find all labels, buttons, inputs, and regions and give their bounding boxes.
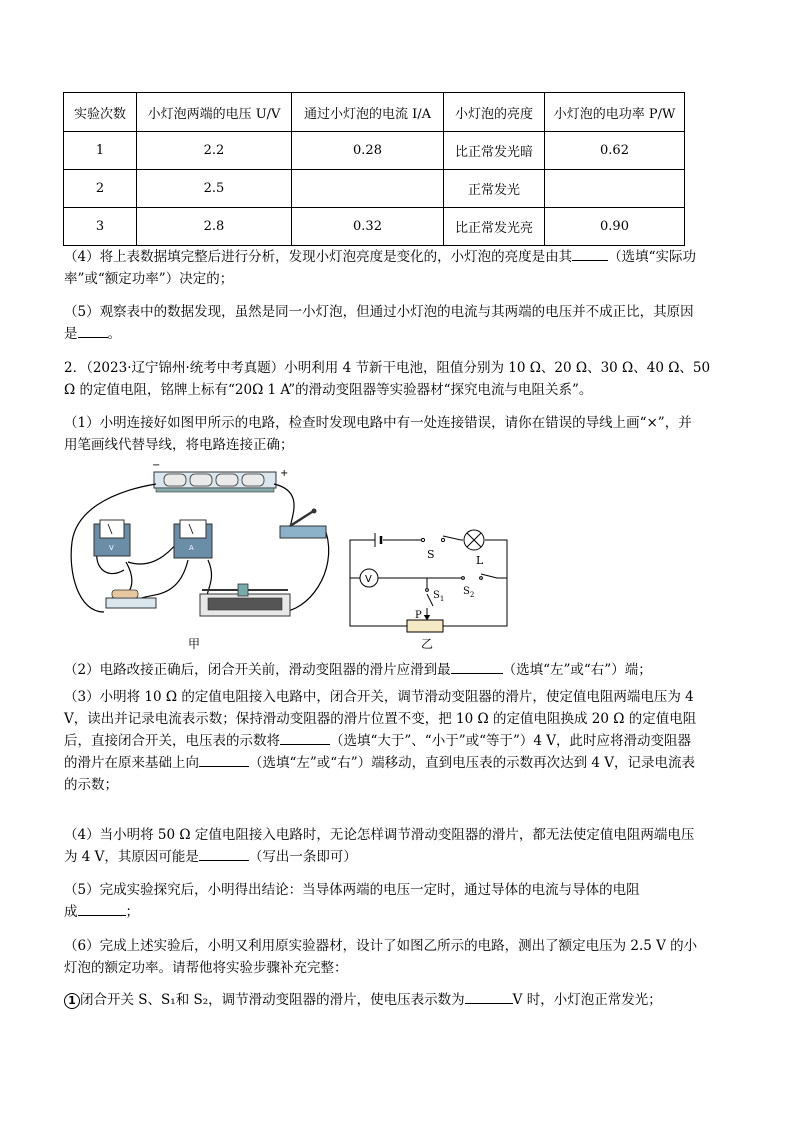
- resistor-icon: [106, 590, 156, 608]
- question-5: [64, 301, 732, 345]
- table-cell: 0.28: [292, 132, 444, 170]
- table-row: [64, 170, 685, 208]
- p2-question-6: [64, 935, 732, 979]
- switch-s-symbol: [421, 538, 424, 541]
- step-1: [64, 989, 732, 1011]
- question-4: [64, 246, 732, 290]
- table-cell: 2.2: [137, 132, 292, 170]
- answer-blank[interactable]: [280, 730, 330, 745]
- rheostat-symbol: [407, 614, 443, 632]
- table-cell: 1: [64, 132, 137, 170]
- table-cell: 0.62: [545, 132, 685, 170]
- table-cell: 比正常发光亮: [444, 208, 545, 246]
- p2q4-text: 为 4 V，其原因可能是: [64, 849, 199, 865]
- figure-yi-caption: 乙: [421, 637, 434, 651]
- label-l: L: [476, 554, 484, 567]
- p2q6-text: 灯泡的额定功率。请帮他将实验步骤补充完整：: [64, 960, 348, 976]
- rheostat-icon: [200, 584, 290, 616]
- step-number-icon: 1: [64, 993, 80, 1009]
- table-header: 小灯泡两端的电压 U/V: [137, 93, 292, 132]
- label-s1: $S_1$: [433, 590, 445, 603]
- q4-text: 率”或“额定功率”）决定的；: [64, 271, 234, 287]
- step1-text: 闭合开关 S、S₁和 S₂，调节滑动变阻器的滑片，使电压表示数为: [80, 992, 465, 1008]
- q4-text: （4）将上表数据填完整后进行分析，发现小灯泡亮度是变化的，小灯泡的亮度是由其: [64, 249, 573, 265]
- minus-label: −: [152, 462, 161, 471]
- table-cell: 2.5: [137, 170, 292, 208]
- p2-question-5: [64, 879, 732, 923]
- p2-question-2: [64, 659, 732, 681]
- switch-s2-symbol: [462, 577, 465, 580]
- voltmeter-icon: [94, 520, 130, 556]
- battery-symbol: [375, 533, 381, 547]
- q5-text: （5）观察表中的数据发现，虽然是同一小灯泡，但通过小灯泡的电流与其两端的电压并不成正比，其原因: [64, 304, 694, 320]
- table-cell: 正常发光: [444, 170, 545, 208]
- plus-label: +: [280, 468, 289, 479]
- problem-2-text: 2．（2023·辽宁锦州·统考中考真题）小明利用 4 节新干电池，阻值分别为 10 Ω、20 Ω、30 Ω、40 Ω、50: [64, 360, 711, 376]
- data-table: [63, 92, 685, 246]
- ammeter-label: A: [189, 544, 194, 552]
- answer-blank[interactable]: [199, 752, 249, 767]
- answer-blank[interactable]: [572, 246, 608, 261]
- step1-text: V 时，小灯泡正常发光；: [512, 992, 662, 1008]
- p2q1-text: （1）小明连接好如图甲所示的电路，检查时发现电路中有一处连接错误，请你在错误的导线上画“×”，并: [64, 415, 692, 431]
- p2q3-text: （3）小明将 10 Ω 的定值电阻接入电路中，闭合开关，调节滑动变阻器的滑片，使定值电阻两端电压为 4: [64, 689, 694, 705]
- ammeter-icon: [174, 520, 212, 558]
- p2q3-text: 的滑片在原来基础上向: [64, 755, 199, 771]
- table-cell: 3: [64, 208, 137, 246]
- battery-pack-icon: [154, 472, 276, 492]
- p2q3-text: （选填“左”或“右”）端移动，直到电压表的示数再次达到 4 V，记录电流表: [249, 755, 696, 771]
- table-cell: 0.90: [545, 208, 685, 246]
- p2q1-text: 用笔画线代替导线，将电路连接正确；: [64, 437, 294, 453]
- p2q6-text: （6）完成上述实验后，小明又利用原实验器材，设计了如图乙所示的电路，测出了额定电压为 2.5 V 的小: [64, 938, 698, 954]
- p2-question-3: [64, 686, 732, 796]
- p2q5-text: 成: [64, 904, 78, 920]
- switch-icon: [280, 509, 326, 539]
- table-header: 小灯泡的电功率 P/W: [545, 93, 685, 132]
- switch-s1-symbol: [426, 589, 429, 592]
- p2q3-text: （选填“大于”、“小于”或“等于”）4 V，此时应将滑动变阻器: [330, 733, 692, 749]
- label-s2: $S_2$: [463, 586, 475, 599]
- table-cell: 2.8: [137, 208, 292, 246]
- answer-blank[interactable]: [78, 901, 126, 916]
- q5-text: 是: [64, 326, 78, 342]
- table-header-row: [64, 93, 685, 132]
- problem-2-intro: [64, 357, 732, 401]
- table-header: 小灯泡的亮度: [444, 93, 545, 132]
- p2q3-text: 的示数；: [64, 777, 118, 793]
- label-s: S: [427, 548, 435, 561]
- voltmeter-symbol: [360, 569, 378, 587]
- table-header: 实验次数: [64, 93, 137, 132]
- p2q3-text: 后，直接闭合开关，电压表的示数将: [64, 733, 280, 749]
- label-p: P: [415, 610, 422, 621]
- table-cell-blank[interactable]: [545, 170, 685, 208]
- q5-text: 。: [107, 326, 121, 342]
- table-cell: 比正常发光暗: [444, 132, 545, 170]
- table-row: [64, 132, 685, 170]
- p2q5-text: ；: [125, 904, 139, 920]
- answer-blank[interactable]: [451, 659, 503, 674]
- lamp-symbol: [464, 530, 484, 550]
- p2q2-text: （2）电路改接正确后，闭合开关前，滑动变阻器的滑片应滑到最: [64, 662, 451, 678]
- voltmeter-label: V: [109, 544, 114, 552]
- table-row: [64, 208, 685, 246]
- table-cell: 0.32: [292, 208, 444, 246]
- answer-blank[interactable]: [199, 846, 249, 861]
- table-cell: 2: [64, 170, 137, 208]
- answer-blank[interactable]: [465, 989, 513, 1004]
- figure-jia-caption: 甲: [188, 637, 201, 651]
- p2q2-text: （选填“左”或“右”）端；: [502, 662, 652, 678]
- q4-text: （选填“实际功: [608, 249, 696, 265]
- svg-text:V: V: [365, 574, 372, 585]
- table-header: 通过小灯泡的电流 I/A: [292, 93, 444, 132]
- circuit-figure-jia: [68, 462, 334, 652]
- circuit-figure-yi: [345, 522, 515, 654]
- answer-blank[interactable]: [78, 323, 108, 338]
- p2q4-text: （4）当小明将 50 Ω 定值电阻接入电路时，无论怎样调节滑动变阻器的滑片，都无法使定值电阻两端电压: [64, 827, 695, 843]
- problem-2-text: Ω 的定值电阻，铭牌上标有“20Ω 1 A”的滑动变阻器等实验器材“探究电流与电阻关系”。: [64, 382, 593, 398]
- p2q4-text: （写出一条即可）: [248, 849, 357, 865]
- p2-question-4: [64, 824, 732, 868]
- p2-question-1: [64, 412, 732, 456]
- p2q5-text: （5）完成实验探究后，小明得出结论：当导体两端的电压一定时，通过导体的电流与导体的电阻: [64, 882, 640, 898]
- p2q3-text: V，读出并记录电流表示数；保持滑动变阻器的滑片位置不变，把 10 Ω 的定值电阻换成 20 Ω 的定值电阻: [64, 711, 697, 727]
- table-cell-blank[interactable]: [292, 170, 444, 208]
